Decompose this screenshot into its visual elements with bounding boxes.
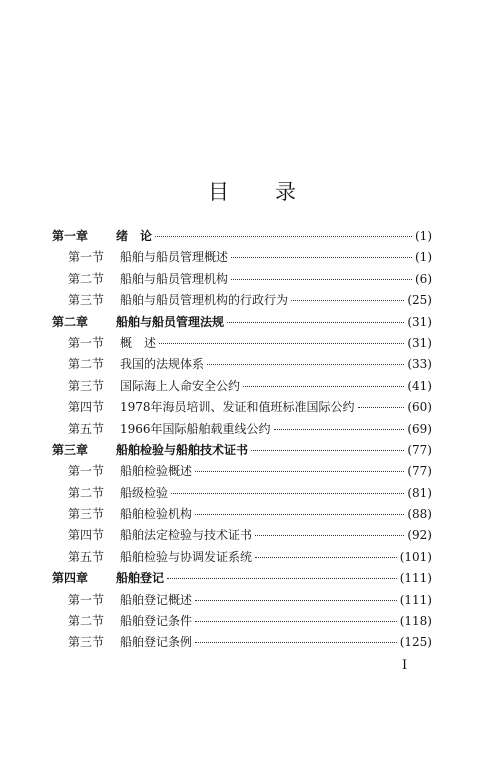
toc-entry-title: 概 述 (120, 335, 157, 350)
page-title (0, 176, 504, 206)
toc-chapter-row (52, 227, 432, 248)
toc-chapter-row (52, 313, 432, 334)
toc-entry-number: 第二节 (68, 357, 105, 372)
toc-leader-dots (227, 322, 404, 323)
toc-section-row (52, 248, 432, 269)
table-of-contents (52, 227, 432, 655)
toc-section-row (52, 633, 432, 654)
toc-entry-page: (1) (415, 250, 432, 265)
toc-section-row (52, 334, 432, 355)
toc-entry-title: 1978年海员培训、发证和值班标准国际公约 (120, 400, 355, 415)
toc-entry-page: (111) (399, 571, 432, 586)
toc-entry-number: 第五节 (68, 549, 105, 564)
toc-entry-title: 船舶与船员管理机构的行政行为 (120, 293, 289, 308)
toc-entry-title: 绪 论 (116, 229, 153, 243)
toc-leader-dots (195, 642, 397, 643)
toc-leader-dots (231, 279, 412, 280)
toc-entry-page: (101) (399, 549, 432, 564)
toc-leader-dots (207, 364, 404, 365)
toc-entry-page: (111) (399, 592, 432, 607)
toc-entry-number: 第三节 (68, 635, 105, 650)
toc-leader-dots (159, 343, 404, 344)
toc-entry-number: 第四节 (68, 528, 105, 543)
toc-entry-page: (118) (399, 614, 432, 629)
toc-entry-number: 第五节 (68, 421, 105, 436)
toc-entry-title: 船舶登记概述 (120, 592, 193, 607)
toc-entry-title: 船舶与船员管理机构 (120, 271, 229, 286)
toc-entry-page: (1) (415, 229, 432, 243)
toc-entry-title: 船舶与船员管理概述 (120, 250, 229, 265)
toc-section-row (52, 270, 432, 291)
toc-entry-number: 第四节 (68, 400, 105, 415)
toc-section-row (52, 291, 432, 312)
toc-entry-title: 船舶与船员管理法规 (116, 314, 225, 329)
toc-entry-number: 第三节 (68, 293, 105, 308)
toc-leader-dots (155, 236, 412, 237)
toc-entry-number: 第一章 (52, 229, 89, 243)
toc-entry-number: 第二节 (68, 271, 105, 286)
toc-entry-title: 船舶法定检验与技术证书 (120, 528, 253, 543)
toc-entry-number: 第三章 (52, 442, 89, 457)
toc-entry-page: (69) (407, 421, 432, 436)
toc-section-row (52, 355, 432, 376)
title-char-left: 目 (208, 180, 229, 204)
toc-entry-title: 船舶检验概述 (120, 464, 193, 479)
toc-entry-page: (6) (415, 271, 432, 286)
toc-entry-number: 第一节 (68, 592, 105, 607)
toc-entry-title: 1966年国际船舶载重线公约 (120, 421, 271, 436)
toc-entry-title: 船舶检验与协调发证系统 (120, 549, 253, 564)
toc-entry-number: 第四章 (52, 571, 89, 586)
toc-entry-page: (25) (407, 293, 432, 308)
toc-leader-dots (291, 300, 404, 301)
toc-entry-title: 船舶登记条件 (120, 614, 193, 629)
toc-entry-page: (60) (407, 400, 432, 415)
toc-entry-title: 船舶登记条例 (120, 635, 193, 650)
toc-entry-number: 第三节 (68, 507, 105, 522)
toc-leader-dots (171, 493, 404, 494)
toc-entry-title: 船级检验 (120, 485, 169, 500)
toc-section-row (52, 462, 432, 483)
toc-section-row (52, 612, 432, 633)
toc-leader-dots (251, 450, 404, 451)
toc-section-row (52, 377, 432, 398)
toc-entry-page: (92) (407, 528, 432, 543)
toc-entry-number: 第三节 (68, 378, 105, 393)
toc-entry-number: 第二节 (68, 614, 105, 629)
toc-chapter-row (52, 441, 432, 462)
toc-entry-page: (77) (407, 442, 432, 457)
toc-entry-page: (33) (407, 357, 432, 372)
title-char-right: 录 (275, 180, 296, 204)
toc-entry-page: (81) (407, 485, 432, 500)
toc-entry-number: 第一节 (68, 250, 105, 265)
toc-entry-page: (31) (407, 314, 432, 329)
toc-leader-dots (255, 535, 404, 536)
toc-leader-dots (167, 578, 397, 579)
toc-entry-page: (77) (407, 464, 432, 479)
toc-entry-page: (41) (407, 378, 432, 393)
toc-entry-title: 船舶登记 (116, 571, 165, 586)
toc-leader-dots (195, 514, 404, 515)
toc-chapter-row (52, 569, 432, 590)
toc-entry-page: (125) (399, 635, 432, 650)
toc-entry-number: 第二节 (68, 485, 105, 500)
toc-entry-title: 我国的法规体系 (120, 357, 205, 372)
toc-entry-page: (31) (407, 335, 432, 350)
toc-entry-number: 第一节 (68, 464, 105, 479)
toc-section-row (52, 505, 432, 526)
toc-entry-title: 船舶检验与船舶技术证书 (116, 442, 249, 457)
toc-entry-title: 船舶检验机构 (120, 507, 193, 522)
toc-leader-dots (195, 621, 397, 622)
toc-leader-dots (195, 471, 404, 472)
toc-entry-title: 国际海上人命安全公约 (120, 378, 241, 393)
toc-entry-number: 第一节 (68, 335, 105, 350)
toc-entry-number: 第二章 (52, 314, 89, 329)
toc-section-row (52, 548, 432, 569)
toc-leader-dots (358, 407, 405, 408)
toc-leader-dots (195, 600, 397, 601)
toc-leader-dots (231, 257, 412, 258)
toc-section-row (52, 398, 432, 419)
toc-section-row (52, 591, 432, 612)
toc-section-row (52, 526, 432, 547)
toc-leader-dots (274, 429, 405, 430)
toc-leader-dots (255, 557, 397, 558)
toc-section-row (52, 420, 432, 441)
toc-section-row (52, 484, 432, 505)
toc-leader-dots (243, 386, 404, 387)
toc-entry-page: (88) (407, 507, 432, 522)
page-number: I (402, 658, 408, 673)
